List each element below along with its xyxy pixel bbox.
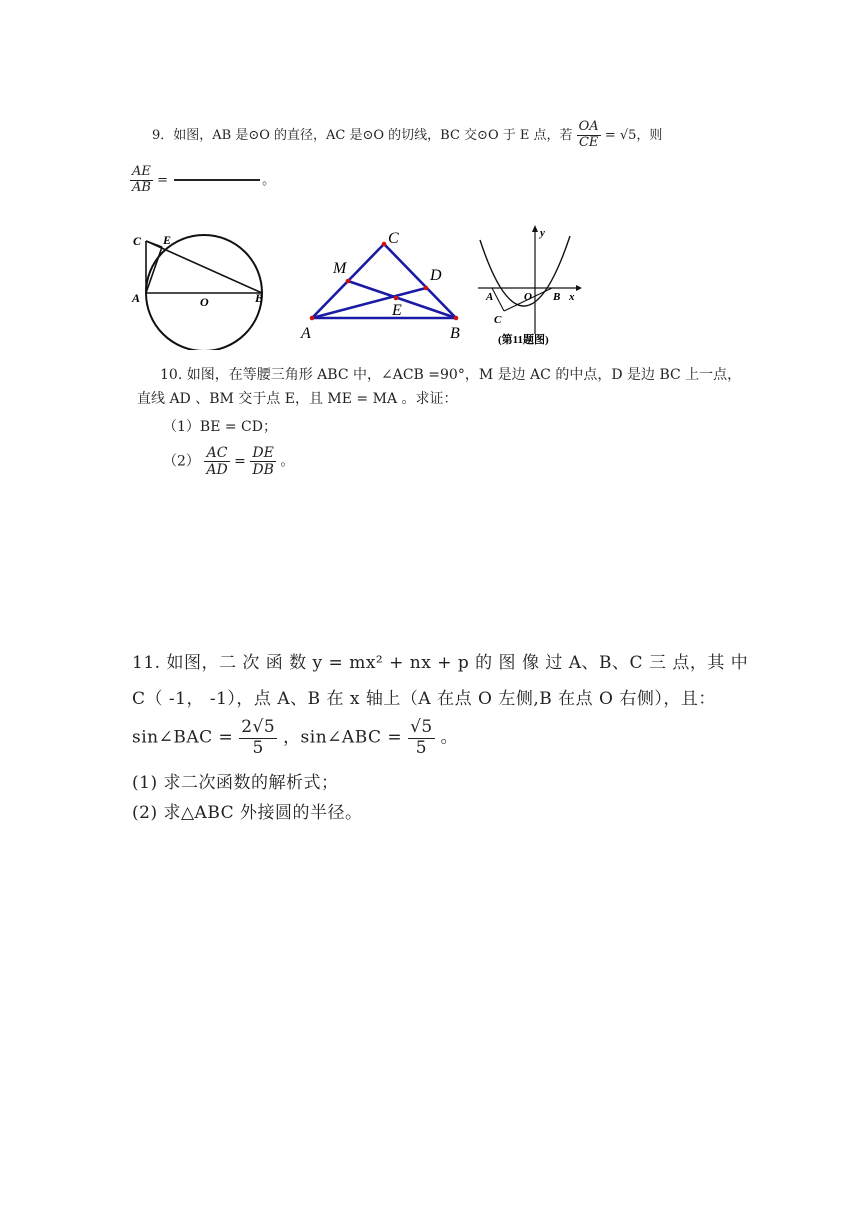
label-c: C xyxy=(494,314,502,326)
label-a: A xyxy=(132,291,141,305)
segment-ce xyxy=(146,241,162,247)
label-o: O xyxy=(524,291,532,303)
sin-bac-fraction xyxy=(239,718,277,758)
sin-bac-den: 5 xyxy=(252,737,264,758)
q10-end: 。 xyxy=(280,453,295,470)
q11-line1: 11. 如图，二 次 函 数 y = mx² + nx + p 的 图 像 过 A、B、C 三 点，其 中 xyxy=(132,653,749,673)
answer-blank xyxy=(174,179,260,181)
q10-frac2-den: DB xyxy=(252,462,274,479)
sin-bac-num: 2√5 xyxy=(241,717,276,737)
label-m: M xyxy=(333,260,347,277)
q9-text: 9．如图，AB 是⊙O 的直径，AC 是⊙O 的切线，BC 交⊙O 于 E 点，若 xyxy=(152,127,573,143)
label-e: E xyxy=(392,302,402,319)
q10-line1: 10. 如图，在等腰三角形 ABC 中，∠ACB =90°，M 是边 AC 的中点，D 是边 BC 上一点， xyxy=(160,367,742,383)
q10-part2-prefix: （2） xyxy=(163,453,200,470)
label-y: y xyxy=(540,227,545,239)
sin-abc-den: 5 xyxy=(415,737,428,758)
q10-line2: 直线 AD 、BM 交于点 E，且 ME = MA 。求证： xyxy=(137,391,458,407)
segment-ac xyxy=(492,288,504,311)
q10-frac1-den: AD xyxy=(206,462,228,479)
q11-line2: C（ -1， -1），点 A、B 在 x 轴上（A 在点 O 左侧,B 在点 O 右侧），且： xyxy=(132,689,716,709)
q9-frac-den: CE xyxy=(578,134,599,150)
sin-bac-label: sin∠BAC = xyxy=(132,727,234,748)
q11-part2: (2) 求△ABC 外接圆的半径。 xyxy=(132,803,363,823)
sin-abc-num: √5 xyxy=(410,717,433,737)
label-c: C xyxy=(388,230,399,247)
q10-frac2-num: DE xyxy=(250,445,276,462)
parabola-figure xyxy=(472,222,592,350)
q9-line1 xyxy=(152,120,662,151)
sin-end: 。 xyxy=(440,727,459,748)
q9-answer-fraction xyxy=(130,165,153,196)
y-arrow xyxy=(532,225,538,232)
label-c: C xyxy=(133,234,142,248)
sin-abc-fraction xyxy=(408,718,435,758)
sin-abc-label: ，sin∠ABC = xyxy=(283,727,403,748)
label-b: B xyxy=(553,291,561,303)
q10-eq: = xyxy=(234,453,246,470)
triangle-figure xyxy=(296,226,476,344)
q10-frac2 xyxy=(250,445,276,478)
q10-frac1 xyxy=(204,445,229,478)
label-d: D xyxy=(430,267,442,284)
label-a: A xyxy=(486,291,494,303)
q9-line2 xyxy=(130,165,275,196)
figure-caption: (第11题图) xyxy=(498,334,549,346)
label-b: B xyxy=(450,325,460,342)
circle-figure xyxy=(128,228,273,350)
q9-fraction xyxy=(577,120,601,151)
q9-end: 。 xyxy=(262,172,276,188)
q9-text-after: = √5，则 xyxy=(604,127,663,143)
q10-part1: （1）BE = CD； xyxy=(163,419,277,435)
x-arrow xyxy=(576,285,582,291)
label-a: A xyxy=(301,325,311,342)
label-o: O xyxy=(200,295,209,309)
q10-frac1-num: AC xyxy=(204,445,229,462)
q11-part1: (1) 求二次函数的解析式； xyxy=(132,773,339,793)
segment-ae xyxy=(146,247,162,293)
label-x: x xyxy=(569,291,575,303)
q9-ans-eq: = xyxy=(157,172,168,188)
q11-sin-line xyxy=(132,718,458,758)
q9-frac-num: OA xyxy=(578,119,599,134)
q9-ans-den: AB xyxy=(132,179,151,195)
label-b: B xyxy=(255,291,264,305)
label-e: E xyxy=(163,233,172,247)
q10-part2 xyxy=(163,445,294,478)
segment-cb xyxy=(146,241,262,293)
q9-ans-num: AE xyxy=(130,165,153,181)
